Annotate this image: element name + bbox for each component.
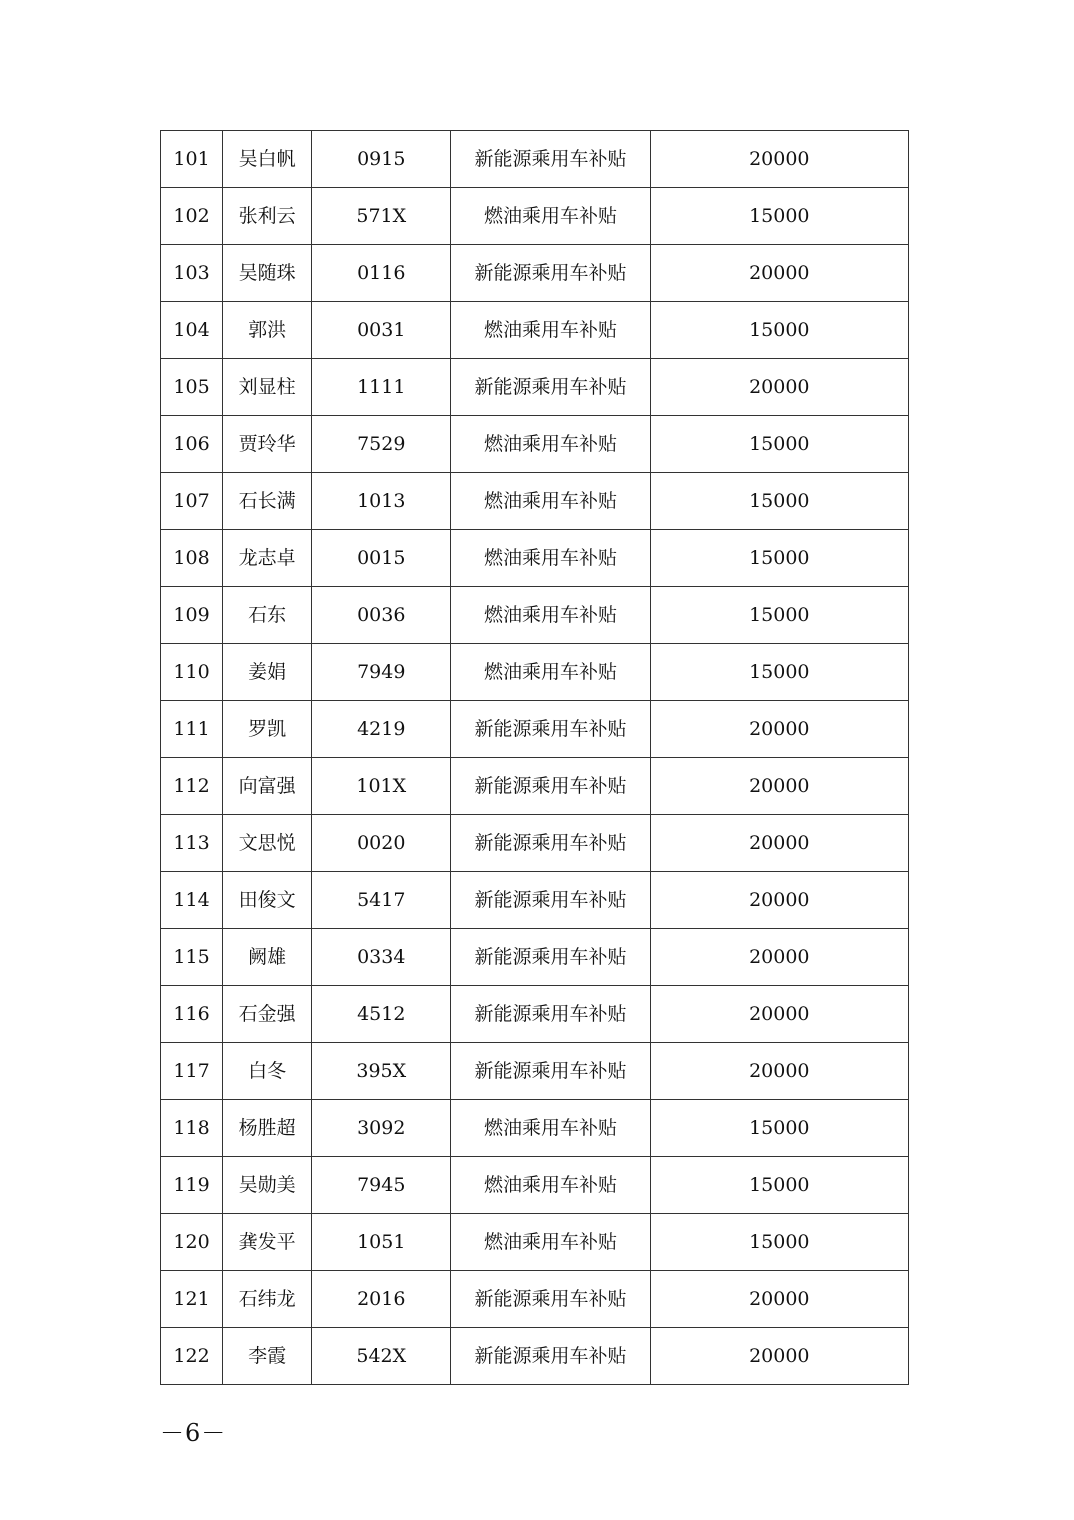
table-row <box>161 131 909 188</box>
subsidy-type: 新能源乘用车补贴 <box>451 929 650 986</box>
row-number: 122 <box>161 1328 223 1385</box>
id-suffix: 5417 <box>312 872 451 929</box>
applicant-name: 龙志卓 <box>223 530 312 587</box>
subsidy-amount: 20000 <box>650 245 908 302</box>
subsidy-type: 新能源乘用车补贴 <box>451 245 650 302</box>
id-suffix: 2016 <box>312 1271 451 1328</box>
subsidy-amount: 20000 <box>650 815 908 872</box>
table-row <box>161 188 909 245</box>
table-row <box>161 302 909 359</box>
row-number: 107 <box>161 473 223 530</box>
applicant-name: 李霞 <box>223 1328 312 1385</box>
subsidy-type: 新能源乘用车补贴 <box>451 1328 650 1385</box>
subsidy-amount: 20000 <box>650 1271 908 1328</box>
applicant-name: 田俊文 <box>223 872 312 929</box>
subsidy-amount: 15000 <box>650 530 908 587</box>
subsidy-type: 新能源乘用车补贴 <box>451 815 650 872</box>
subsidy-amount: 20000 <box>650 701 908 758</box>
table-row <box>161 815 909 872</box>
table-row <box>161 416 909 473</box>
subsidy-amount: 15000 <box>650 416 908 473</box>
subsidy-amount: 15000 <box>650 188 908 245</box>
subsidy-amount: 15000 <box>650 644 908 701</box>
row-number: 101 <box>161 131 223 188</box>
applicant-name: 吴随珠 <box>223 245 312 302</box>
id-suffix: 395X <box>312 1043 451 1100</box>
subsidy-type: 燃油乘用车补贴 <box>451 416 650 473</box>
id-suffix: 0031 <box>312 302 451 359</box>
id-suffix: 7949 <box>312 644 451 701</box>
subsidy-type: 新能源乘用车补贴 <box>451 1271 650 1328</box>
row-number: 115 <box>161 929 223 986</box>
table-row <box>161 473 909 530</box>
id-suffix: 542X <box>312 1328 451 1385</box>
row-number: 118 <box>161 1100 223 1157</box>
row-number: 113 <box>161 815 223 872</box>
row-number: 114 <box>161 872 223 929</box>
applicant-name: 贾玲华 <box>223 416 312 473</box>
row-number: 116 <box>161 986 223 1043</box>
subsidy-type: 新能源乘用车补贴 <box>451 701 650 758</box>
applicant-name: 石纬龙 <box>223 1271 312 1328</box>
subsidy-amount: 20000 <box>650 758 908 815</box>
table-row <box>161 758 909 815</box>
subsidy-amount: 20000 <box>650 131 908 188</box>
applicant-name: 郭洪 <box>223 302 312 359</box>
subsidy-type: 新能源乘用车补贴 <box>451 1043 650 1100</box>
table-row <box>161 359 909 416</box>
subsidy-amount: 15000 <box>650 302 908 359</box>
applicant-name: 杨胜超 <box>223 1100 312 1157</box>
table-row <box>161 1214 909 1271</box>
table-row <box>161 587 909 644</box>
id-suffix: 0334 <box>312 929 451 986</box>
table-row <box>161 1328 909 1385</box>
subsidy-amount: 20000 <box>650 359 908 416</box>
subsidy-table <box>160 130 909 1385</box>
row-number: 112 <box>161 758 223 815</box>
row-number: 119 <box>161 1157 223 1214</box>
subsidy-amount: 15000 <box>650 1100 908 1157</box>
subsidy-table-body <box>161 131 909 1385</box>
applicant-name: 张利云 <box>223 188 312 245</box>
table-row <box>161 929 909 986</box>
table-row <box>161 644 909 701</box>
subsidy-type: 新能源乘用车补贴 <box>451 872 650 929</box>
subsidy-amount: 20000 <box>650 986 908 1043</box>
applicant-name: 吴勋美 <box>223 1157 312 1214</box>
subsidy-type: 新能源乘用车补贴 <box>451 359 650 416</box>
row-number: 108 <box>161 530 223 587</box>
row-number: 105 <box>161 359 223 416</box>
subsidy-type: 燃油乘用车补贴 <box>451 473 650 530</box>
id-suffix: 7945 <box>312 1157 451 1214</box>
subsidy-amount: 15000 <box>650 473 908 530</box>
applicant-name: 龚发平 <box>223 1214 312 1271</box>
applicant-name: 文思悦 <box>223 815 312 872</box>
id-suffix: 1013 <box>312 473 451 530</box>
applicant-name: 石东 <box>223 587 312 644</box>
subsidy-type: 新能源乘用车补贴 <box>451 758 650 815</box>
page-number: －6－ <box>160 1419 227 1447</box>
id-suffix: 1111 <box>312 359 451 416</box>
table-row <box>161 1157 909 1214</box>
subsidy-type: 燃油乘用车补贴 <box>451 1214 650 1271</box>
id-suffix: 571X <box>312 188 451 245</box>
table-row <box>161 701 909 758</box>
subsidy-amount: 15000 <box>650 1214 908 1271</box>
subsidy-amount: 15000 <box>650 587 908 644</box>
table-row <box>161 1100 909 1157</box>
id-suffix: 1051 <box>312 1214 451 1271</box>
subsidy-amount: 20000 <box>650 872 908 929</box>
applicant-name: 阙雄 <box>223 929 312 986</box>
applicant-name: 刘显柱 <box>223 359 312 416</box>
row-number: 106 <box>161 416 223 473</box>
id-suffix: 4512 <box>312 986 451 1043</box>
row-number: 103 <box>161 245 223 302</box>
id-suffix: 101X <box>312 758 451 815</box>
id-suffix: 0116 <box>312 245 451 302</box>
subsidy-amount: 20000 <box>650 1043 908 1100</box>
applicant-name: 向富强 <box>223 758 312 815</box>
subsidy-amount: 20000 <box>650 929 908 986</box>
id-suffix: 0020 <box>312 815 451 872</box>
subsidy-type: 燃油乘用车补贴 <box>451 644 650 701</box>
subsidy-type: 燃油乘用车补贴 <box>451 1100 650 1157</box>
row-number: 121 <box>161 1271 223 1328</box>
row-number: 104 <box>161 302 223 359</box>
subsidy-type: 燃油乘用车补贴 <box>451 587 650 644</box>
table-row <box>161 872 909 929</box>
applicant-name: 石长满 <box>223 473 312 530</box>
id-suffix: 0036 <box>312 587 451 644</box>
table-row <box>161 986 909 1043</box>
table-row <box>161 530 909 587</box>
applicant-name: 白冬 <box>223 1043 312 1100</box>
id-suffix: 0015 <box>312 530 451 587</box>
id-suffix: 3092 <box>312 1100 451 1157</box>
table-row <box>161 1271 909 1328</box>
row-number: 110 <box>161 644 223 701</box>
subsidy-type: 燃油乘用车补贴 <box>451 302 650 359</box>
subsidy-type: 燃油乘用车补贴 <box>451 530 650 587</box>
id-suffix: 7529 <box>312 416 451 473</box>
row-number: 109 <box>161 587 223 644</box>
id-suffix: 4219 <box>312 701 451 758</box>
applicant-name: 罗凯 <box>223 701 312 758</box>
table-row <box>161 1043 909 1100</box>
subsidy-type: 新能源乘用车补贴 <box>451 131 650 188</box>
row-number: 117 <box>161 1043 223 1100</box>
applicant-name: 姜娟 <box>223 644 312 701</box>
subsidy-type: 燃油乘用车补贴 <box>451 188 650 245</box>
row-number: 102 <box>161 188 223 245</box>
applicant-name: 石金强 <box>223 986 312 1043</box>
row-number: 111 <box>161 701 223 758</box>
applicant-name: 吴白帆 <box>223 131 312 188</box>
id-suffix: 0915 <box>312 131 451 188</box>
subsidy-amount: 20000 <box>650 1328 908 1385</box>
row-number: 120 <box>161 1214 223 1271</box>
subsidy-type: 新能源乘用车补贴 <box>451 986 650 1043</box>
table-row <box>161 245 909 302</box>
subsidy-type: 燃油乘用车补贴 <box>451 1157 650 1214</box>
subsidy-amount: 15000 <box>650 1157 908 1214</box>
